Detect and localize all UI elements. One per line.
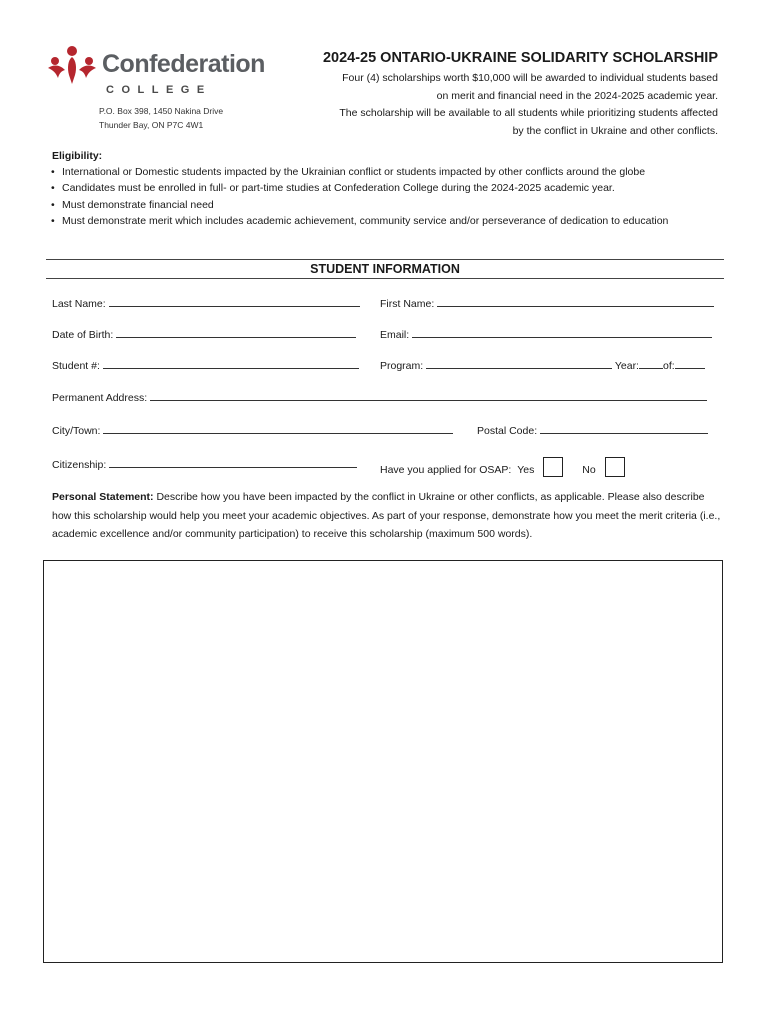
address-line-2: Thunder Bay, ON P7C 4W1 bbox=[99, 120, 204, 130]
address-label: Permanent Address: bbox=[52, 392, 148, 404]
osap-no-checkbox[interactable] bbox=[605, 457, 625, 477]
intro-line: The scholarship will be available to all students while prioritizing students affected bbox=[339, 107, 718, 119]
intro-line: Four (4) scholarships worth $10,000 will be awarded to individual students based bbox=[342, 72, 718, 84]
year-label: Year: bbox=[614, 360, 639, 372]
student-info-heading: STUDENT INFORMATION bbox=[310, 262, 460, 276]
college-address bbox=[99, 104, 223, 132]
city-label: City/Town: bbox=[52, 425, 101, 437]
personal-statement-textarea[interactable] bbox=[43, 560, 723, 963]
student-number-field bbox=[52, 358, 359, 372]
dob-field bbox=[52, 327, 356, 341]
of-label: of: bbox=[662, 360, 675, 372]
program-label: Program: bbox=[380, 360, 424, 372]
logo-college-text: COLLEGE bbox=[106, 84, 212, 96]
program-field bbox=[380, 358, 705, 372]
section-divider bbox=[46, 278, 724, 279]
intro-text bbox=[278, 70, 718, 140]
city-field bbox=[52, 423, 453, 437]
personal-statement-label: Personal Statement: bbox=[52, 491, 154, 503]
email-field bbox=[380, 327, 712, 341]
eligibility-item: • Must demonstrate merit which includes academic achievement, community service and/or perseverance of dedication to education bbox=[50, 213, 710, 229]
year-input[interactable] bbox=[639, 358, 663, 369]
last-name-label: Last Name: bbox=[52, 298, 106, 310]
first-name-label: First Name: bbox=[380, 298, 435, 310]
city-input[interactable] bbox=[103, 423, 453, 434]
citizenship-field bbox=[52, 457, 357, 471]
email-label: Email: bbox=[380, 329, 410, 341]
eligibility-list bbox=[50, 164, 710, 229]
eligibility-item: • International or Domestic students impacted by the Ukrainian conflict or students impacted by other conflicts around the globe bbox=[50, 164, 710, 180]
osap-no-label: No bbox=[582, 464, 596, 476]
program-input[interactable] bbox=[426, 358, 612, 369]
student-number-input[interactable] bbox=[103, 358, 359, 369]
citizenship-input[interactable] bbox=[109, 457, 357, 468]
section-divider bbox=[46, 259, 724, 260]
dob-label: Date of Birth: bbox=[52, 329, 114, 341]
intro-line: on merit and financial need in the 2024-2025 academic year. bbox=[436, 89, 718, 102]
first-name-input[interactable] bbox=[437, 296, 714, 307]
eligibility-item: • Candidates must be enrolled in full- or part-time studies at Confederation College during the 2024-2025 academic year. bbox=[50, 180, 710, 196]
of-input[interactable] bbox=[675, 358, 705, 369]
citizenship-label: Citizenship: bbox=[52, 459, 107, 471]
osap-yes-checkbox[interactable] bbox=[543, 457, 563, 477]
postal-code-field bbox=[477, 423, 708, 437]
personal-statement-instructions bbox=[52, 488, 724, 544]
page-title: 2024-25 ONTARIO-UKRAINE SOLIDARITY SCHOLARSHIP bbox=[322, 50, 718, 66]
address-input[interactable] bbox=[150, 390, 707, 401]
personal-statement-text: Describe how you have been impacted by the conflict in Ukraine or other conflicts, as applicable. Please also describe how this scholarship would help you meet your academic objectives. As part of your response, demonstrate how you meet the merit criteria (i.e., academic excellence and/or community participation) to receive this scholarship (maximum 500 words). bbox=[52, 491, 721, 540]
last-name-input[interactable] bbox=[109, 296, 360, 307]
logo-wordmark: Confederation bbox=[102, 50, 265, 78]
first-name-field bbox=[380, 296, 714, 310]
postal-code-label: Postal Code: bbox=[477, 425, 538, 437]
eligibility-heading: Eligibility: bbox=[52, 150, 103, 162]
last-name-field bbox=[52, 296, 360, 310]
intro-line: by the conflict in Ukraine and other conflicts. bbox=[512, 124, 718, 137]
postal-code-input[interactable] bbox=[540, 423, 708, 434]
address-line-1: P.O. Box 398, 1450 Nakina Drive bbox=[99, 106, 224, 116]
osap-yes-label: Yes bbox=[517, 464, 535, 476]
student-number-label: Student #: bbox=[52, 360, 100, 372]
confederation-logo-icon bbox=[46, 44, 98, 86]
email-input[interactable] bbox=[412, 327, 712, 338]
dob-input[interactable] bbox=[116, 327, 356, 338]
eligibility-item: • Must demonstrate financial need bbox=[50, 197, 710, 213]
osap-question-label: Have you applied for OSAP: bbox=[380, 464, 512, 476]
address-field bbox=[52, 390, 707, 404]
osap-field bbox=[380, 457, 625, 477]
